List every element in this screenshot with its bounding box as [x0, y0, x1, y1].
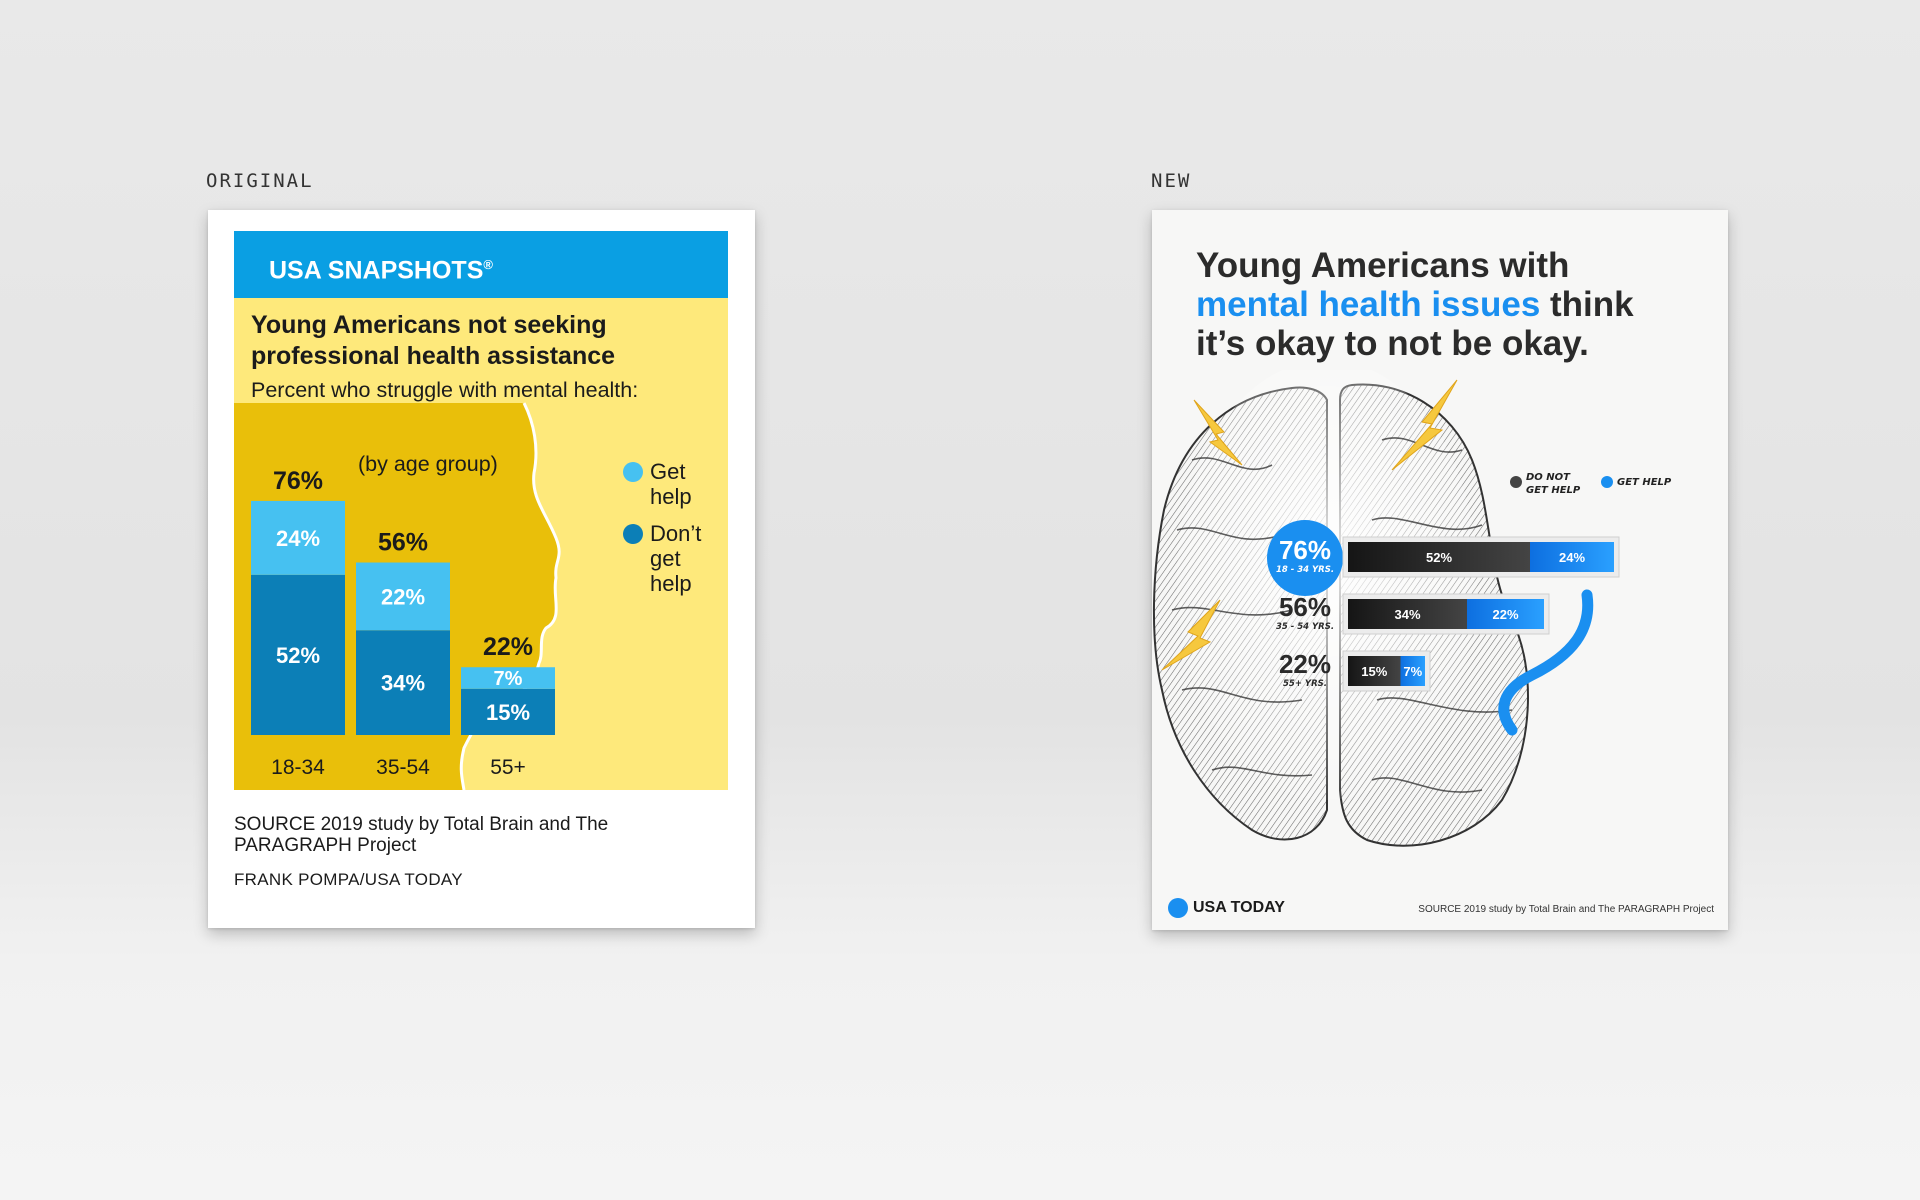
new-chart — [1152, 370, 1728, 870]
legend-label-dont-get-help: GET HELP — [1526, 485, 1581, 496]
snapshots-header — [234, 231, 728, 298]
snapshot-title: Young Americans not seeking professional health assistance — [251, 311, 616, 370]
value-label-dont-get-help: 52% — [275, 642, 321, 668]
total-label: 22% — [482, 633, 534, 662]
total-label: 56% — [377, 528, 429, 557]
total-label: 76% — [272, 466, 324, 495]
total-label: 22% — [1278, 649, 1332, 679]
category-label: 55+ — [490, 756, 526, 779]
title-line-2: think — [1540, 285, 1634, 324]
title-line-1: Young Americans with — [1196, 246, 1570, 285]
value-label-dont-get-help: 15% — [485, 699, 531, 725]
original-infographic — [208, 210, 755, 928]
caption-original: ORIGINAL — [206, 170, 314, 192]
legend-swatch-get-help — [623, 462, 643, 482]
value-label-get-help: 22% — [1492, 607, 1519, 622]
new-infographic — [1152, 210, 1728, 930]
age-group-label: 35 - 54 YRS. — [1275, 622, 1335, 632]
total-label: 56% — [1278, 592, 1332, 622]
title-line-3: it’s okay to not be okay. — [1196, 324, 1589, 363]
legend-label-dont-get-help: Don’t — [650, 521, 702, 546]
logo-text: USA TODAY — [1193, 899, 1285, 916]
age-group-note: (by age group) — [358, 452, 498, 476]
legend-swatch-dont-get-help — [623, 524, 643, 544]
legend-label-get-help: GET HELP — [1617, 477, 1672, 488]
title-highlight: mental health issues — [1196, 285, 1541, 324]
value-label-get-help: 7% — [1403, 664, 1423, 679]
value-label-get-help: 24% — [1558, 550, 1586, 565]
total-label: 76% — [1278, 535, 1332, 565]
usa-today-logo — [1168, 898, 1285, 918]
logo-dot-icon — [1168, 898, 1188, 918]
snapshot-subtitle: Percent who struggle with mental health: — [251, 378, 639, 402]
legend-label-dont-get-help: get — [650, 546, 681, 571]
value-label-dont-get-help: 15% — [1361, 664, 1388, 679]
value-label-dont-get-help: 52% — [1425, 550, 1453, 565]
value-label-get-help: 24% — [275, 525, 321, 551]
caption-new: NEW — [1151, 170, 1192, 192]
value-label-get-help: 7% — [493, 668, 523, 691]
credit-line: FRANK POMPA/USA TODAY — [234, 870, 463, 889]
category-label: 35-54 — [376, 756, 430, 779]
legend-label-dont-get-help: DO NOT — [1526, 472, 1570, 483]
source-note: SOURCE 2019 study by Total Brain and The PARAGRAPH Project — [234, 814, 609, 856]
value-label-dont-get-help: 34% — [380, 670, 426, 696]
legend-dot-dont-get-help — [1510, 476, 1522, 488]
legend-label-get-help: help — [650, 484, 692, 509]
category-label: 18-34 — [271, 756, 325, 779]
new-title — [1196, 246, 1696, 363]
new-source-note: SOURCE 2019 study by Total Brain and The PARAGRAPH Project — [1418, 904, 1714, 915]
value-label-get-help: 22% — [380, 584, 426, 610]
registered-mark: ® — [483, 257, 493, 272]
legend-dot-get-help — [1601, 476, 1613, 488]
snapshot-body — [234, 298, 728, 790]
value-label-dont-get-help: 34% — [1394, 607, 1421, 622]
age-group-label: 55+ YRS. — [1283, 679, 1327, 689]
header-label: USA SNAPSHOTS — [269, 256, 484, 285]
legend-label-get-help: Get — [650, 459, 686, 484]
age-group-label: 18 - 34 YRS. — [1275, 565, 1335, 575]
legend-label-dont-get-help: help — [650, 571, 692, 596]
